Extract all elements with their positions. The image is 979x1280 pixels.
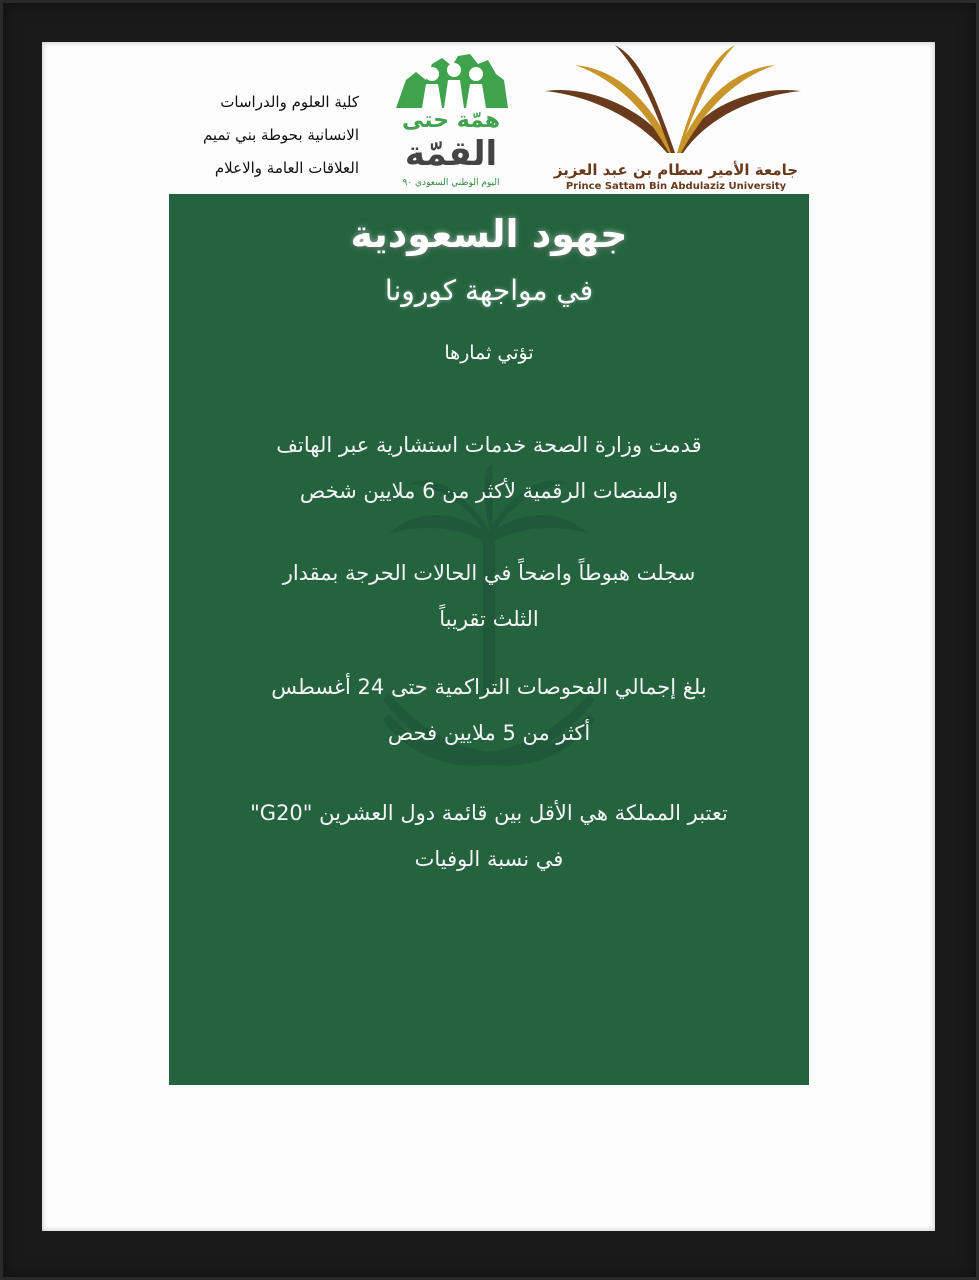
university-name-en: Prince Sattam Bin Abdulaziz University <box>565 181 787 192</box>
university-name-ar: جامعة الأمير سطام بن عبد العزيز <box>553 161 799 179</box>
college-line-3: العلاقات العامة والاعلام <box>214 159 359 177</box>
fact-paragraph <box>209 790 769 882</box>
university-logo <box>545 45 807 195</box>
college-header <box>119 86 359 185</box>
college-line-2: الانسانية بحوطة بني تميم <box>202 126 359 144</box>
open-book-icon <box>545 45 807 157</box>
national-day-figures-icon <box>392 50 510 110</box>
college-line-1: كلية العلوم والدراسات <box>220 93 359 111</box>
fact-paragraph <box>209 550 769 642</box>
campaign-slogan-main: القمّة <box>404 134 498 174</box>
fact-line: والمنصات الرقمية لأكثر من 6 ملايين شخص <box>299 479 679 503</box>
fact-paragraph <box>209 422 769 514</box>
poster-title: جهود السعودية <box>350 212 628 256</box>
fact-line: سجلت هبوطاً واضحاً في الحالات الحرجة بمقدار <box>282 561 696 585</box>
campaign-slogan-top: همّة حتى <box>401 108 501 133</box>
fact-line: في نسبة الوفيات <box>414 847 564 871</box>
poster-subtitle: في مواجهة كورونا <box>384 274 594 307</box>
fact-paragraph <box>209 664 769 756</box>
fact-line: تعتبر المملكة هي الأقل بين قائمة دول العشرين "G20" <box>250 801 728 825</box>
fact-line: بلغ إجمالي الفحوصات التراكمية حتى 24 أغسطس <box>271 675 707 699</box>
campaign-caption: اليوم الوطني السعودي ٩٠ <box>402 178 500 188</box>
fact-line: قدمت وزارة الصحة خدمات استشارية عبر الهاتف <box>276 433 702 457</box>
poster-text <box>169 194 809 1085</box>
poster-panel <box>169 194 809 1085</box>
fact-line: الثلث تقريباً <box>439 607 539 631</box>
fact-line: أكثر من 5 ملايين فحص <box>387 721 591 745</box>
poster-tagline: تؤتي ثمارها <box>444 342 534 364</box>
national-day-logo <box>392 50 510 192</box>
